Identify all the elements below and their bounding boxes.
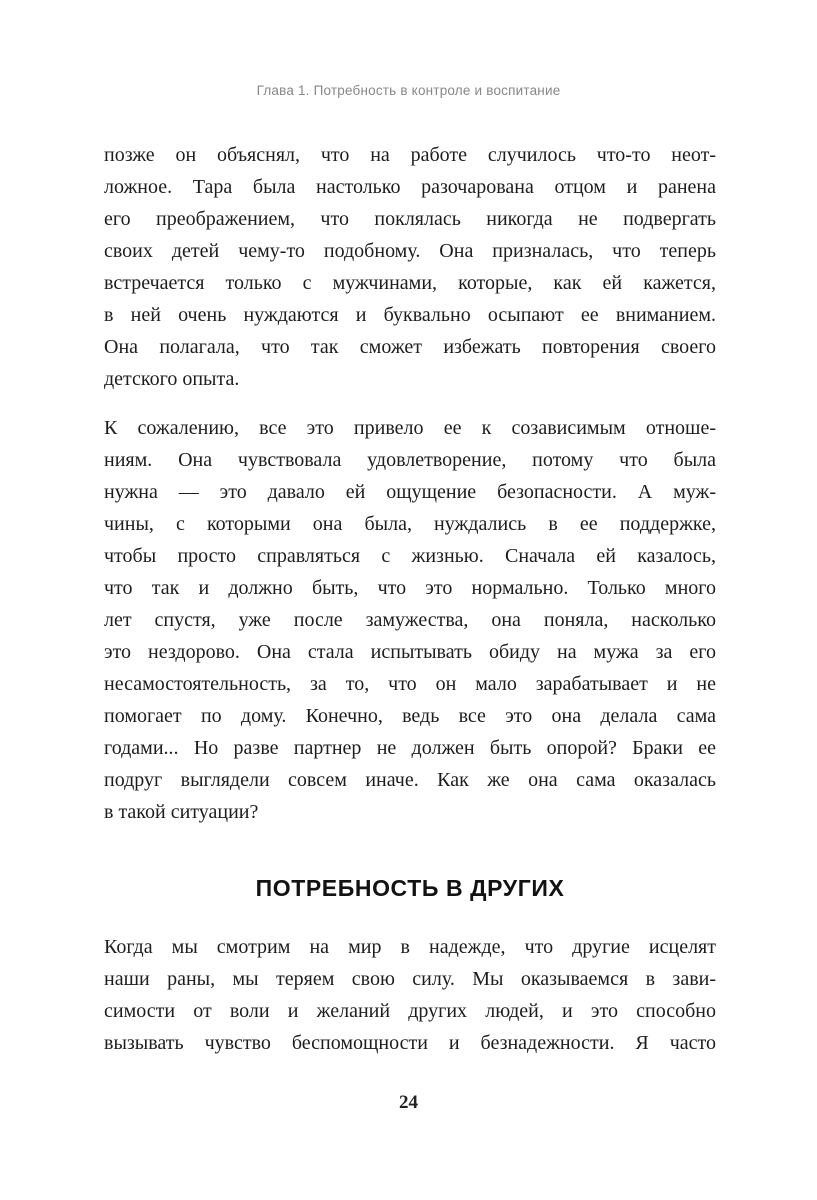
paragraph (104, 139, 716, 395)
text-line: что так и должно быть, что это нормально. Только много (104, 577, 716, 599)
text-line: лет спустя, уже после замужества, она поняла, насколько (104, 609, 716, 631)
text-line: К сожалению, все это привело ее к созависимым отноше- (104, 417, 716, 439)
text-line: Она полагала, что так сможет избежать повторения своего (104, 336, 716, 358)
text-line: ложное. Тара была настолько разочарована отцом и ранена (104, 176, 716, 198)
text-line: ниям. Она чувствовала удовлетворение, потому что была (104, 449, 716, 471)
paragraph (104, 931, 716, 1059)
text-block (104, 139, 716, 1076)
text-line: встречается только с мужчинами, которые, как ей кажется, (104, 272, 716, 294)
text-line: Когда мы смотрим на мир в надежде, что другие исцелят (104, 936, 716, 958)
text-line: в ней очень нуждаются и буквально осыпают ее вниманием. (104, 304, 716, 326)
text-line: чины, с которыми она была, нуждались в ее поддержке, (104, 513, 716, 535)
text-line: своих детей чему-то подобному. Она призналась, что теперь (104, 240, 716, 262)
text-line: в такой ситуации? (104, 801, 259, 823)
text-line: вызывать чувство беспомощности и безнадежности. Я часто (104, 1032, 716, 1054)
text-line: несамостоятельность, за то, что он мало зарабатывает и не (104, 673, 716, 695)
text-line: симости от воли и желаний других людей, и это способно (104, 1000, 716, 1022)
text-line: помогает по дому. Конечно, ведь все это она делала сама (104, 705, 716, 727)
text-line: чтобы просто справляться с жизнью. Сначала ей казалось, (104, 545, 716, 567)
text-line: его преображением, что поклялась никогда не подвергать (104, 208, 716, 230)
text-line: нужна — это давало ей ощущение безопасности. А муж- (104, 481, 716, 503)
page-number: 24 (399, 1092, 418, 1113)
text-line: детского опыта. (104, 368, 240, 390)
running-header: Глава 1. Потребность в контроле и воспитание (256, 83, 561, 98)
text-line: годами... Но разве партнер не должен быть опорой? Браки ее (104, 737, 716, 759)
text-line: это нездорово. Она стала испытывать обиду на мужа за его (104, 641, 716, 663)
paragraph (104, 412, 716, 828)
text-line: позже он объяснял, что на работе случилось что-то неот- (104, 144, 716, 166)
section-heading: ПОТРЕБНОСТЬ В ДРУГИХ (255, 875, 565, 901)
text-line: подруг выглядели совсем иначе. Как же она сама оказалась (104, 769, 716, 791)
text-line: наши раны, мы теряем свою силу. Мы оказываемся в зави- (104, 968, 716, 990)
